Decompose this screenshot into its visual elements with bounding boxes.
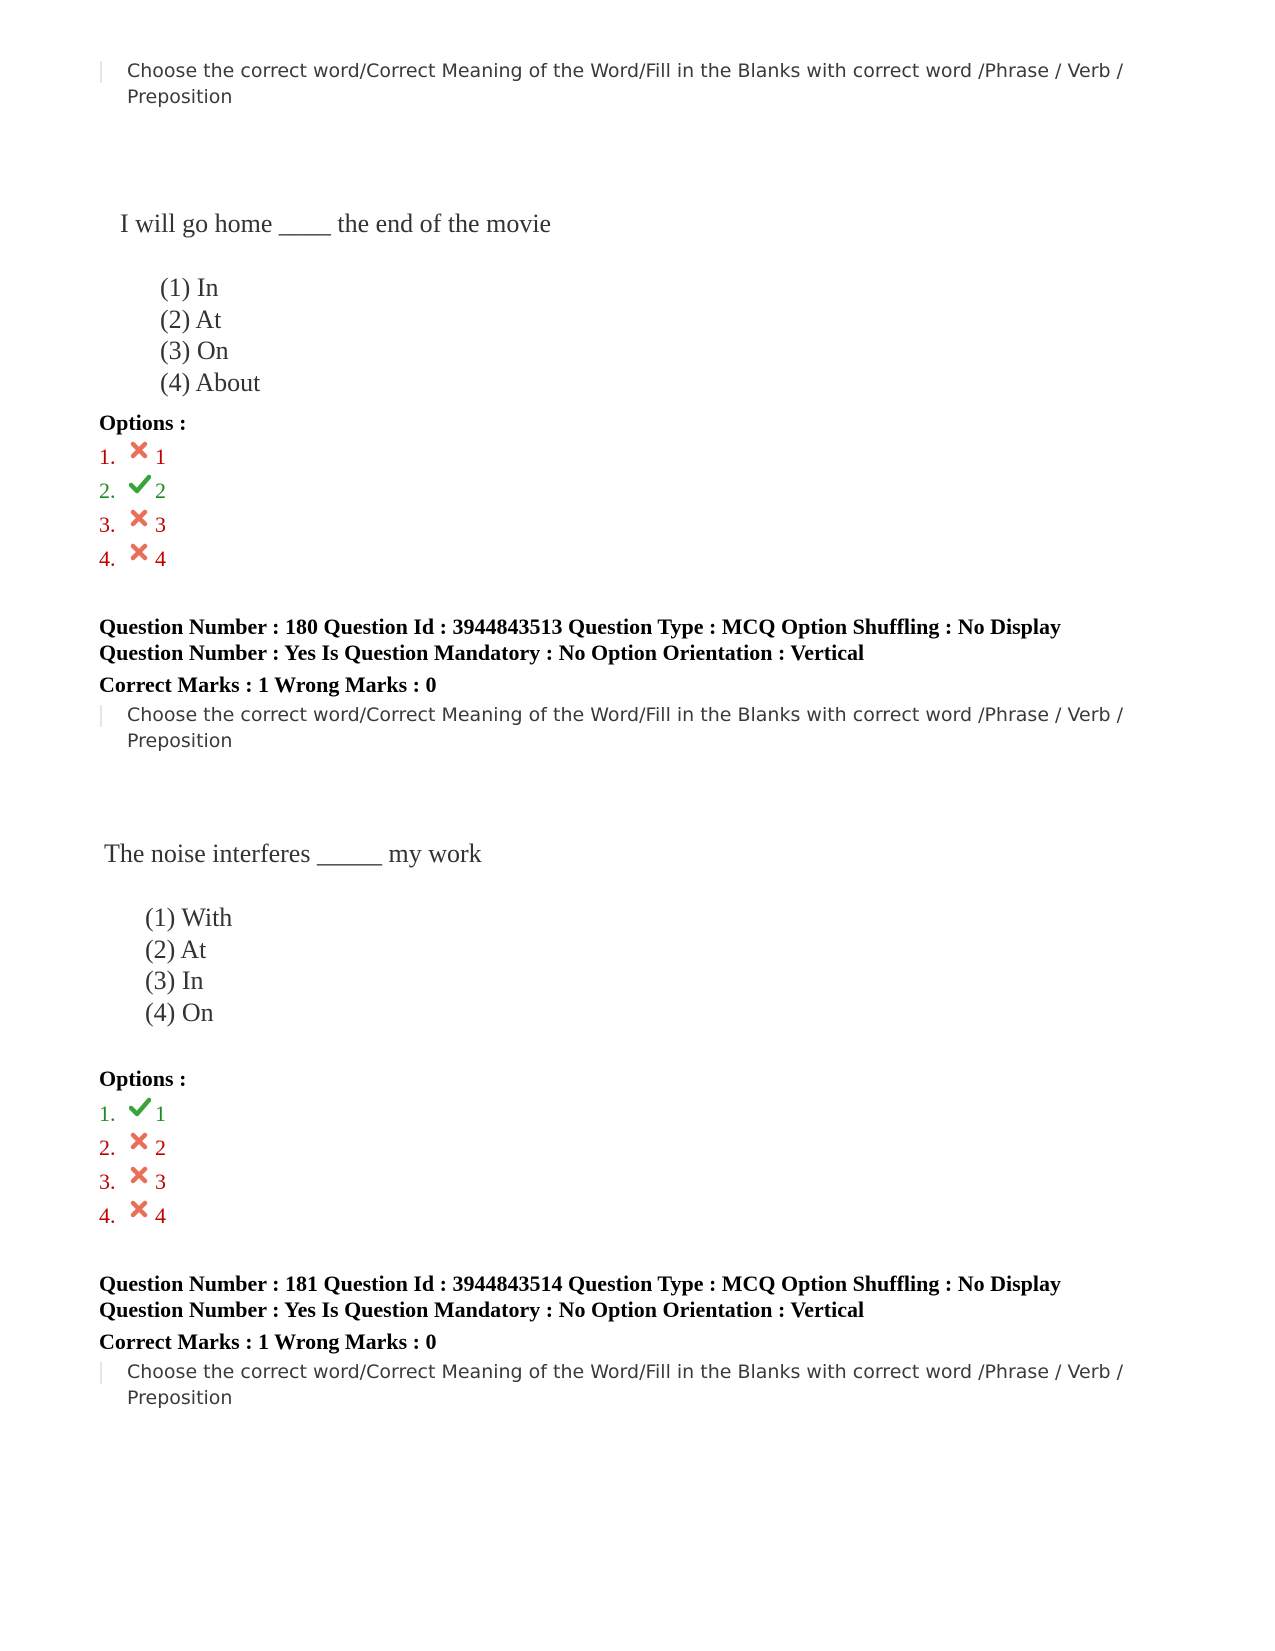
cross-icon (129, 1165, 149, 1187)
cross-icon (129, 1199, 149, 1221)
cross-icon (129, 440, 149, 462)
question-choices (145, 902, 232, 1028)
option-row (99, 1203, 166, 1229)
option-row (99, 1101, 166, 1127)
cross-icon (129, 508, 149, 530)
option-number: 1. (99, 444, 116, 469)
option-value: 1 (155, 1101, 166, 1126)
instruction-marker (100, 1362, 102, 1384)
choice-1: (1) In (160, 273, 219, 302)
question-meta (99, 1271, 1061, 1323)
option-number: 3. (99, 512, 116, 537)
instruction-line-2: Preposition (127, 730, 233, 752)
cross-icon (129, 542, 149, 564)
option-number: 2. (99, 478, 116, 503)
choice-2: (2) At (160, 304, 222, 334)
check-icon (129, 474, 149, 496)
choice-4: (4) On (145, 997, 214, 1027)
question-meta-line-2: Question Number : Yes Is Question Mandatory : No Option Orientation : Vertical (99, 640, 865, 665)
instruction-marker (100, 705, 102, 727)
option-row (99, 1169, 166, 1195)
question-meta-line-2: Question Number : Yes Is Question Mandatory : No Option Orientation : Vertical (99, 1297, 865, 1322)
instruction-line-1: Choose the correct word/Correct Meaning of the Word/Fill in the Blanks with correct word /Phrase / Verb / (127, 1361, 1124, 1383)
question-instruction (127, 702, 1127, 754)
question-marks: Correct Marks : 1 Wrong Marks : 0 (99, 672, 437, 697)
check-icon (129, 1097, 149, 1119)
option-value: 2 (155, 1135, 166, 1160)
option-row (99, 546, 166, 572)
question-meta-line-1: Question Number : 180 Question Id : 3944843513 Question Type : MCQ Option Shuffling : No Display (99, 614, 1062, 639)
question-sentence: The noise interferes _____ my work (104, 839, 482, 868)
option-number: 4. (99, 546, 116, 571)
option-row (99, 444, 166, 470)
option-value: 3 (155, 512, 166, 537)
option-value: 1 (155, 444, 166, 469)
question-marks: Correct Marks : 1 Wrong Marks : 0 (99, 1329, 437, 1354)
option-number: 4. (99, 1203, 116, 1228)
choice-2: (2) At (145, 934, 207, 964)
instruction-marker (100, 61, 102, 83)
question-instruction (127, 58, 1127, 110)
instruction-line-1: Choose the correct word/Correct Meaning of the Word/Fill in the Blanks with correct word /Phrase / Verb / (127, 704, 1124, 726)
option-value: 3 (155, 1169, 166, 1194)
instruction-line-2: Preposition (127, 1387, 233, 1409)
choice-3: (3) On (160, 336, 229, 365)
question-instruction (127, 1359, 1127, 1411)
cross-icon (129, 1131, 149, 1153)
option-row (99, 512, 166, 538)
option-value: 4 (155, 1203, 166, 1228)
instruction-line-1: Choose the correct word/Correct Meaning of the Word/Fill in the Blanks with correct word /Phrase / Verb / (127, 60, 1124, 82)
options-title: Options : (99, 1066, 187, 1091)
choice-1: (1) With (145, 903, 233, 932)
question-meta-line-1: Question Number : 181 Question Id : 3944843514 Question Type : MCQ Option Shuffling : No Display (99, 1271, 1062, 1296)
choice-3: (3) In (145, 966, 204, 995)
choice-4: (4) About (160, 367, 261, 397)
option-number: 1. (99, 1101, 116, 1126)
question-sentence: I will go home ____ the end of the movie (120, 209, 552, 238)
option-value: 2 (155, 478, 166, 503)
question-choices (160, 272, 260, 398)
options-title: Options : (99, 410, 187, 435)
option-row (99, 1135, 166, 1161)
option-number: 3. (99, 1169, 116, 1194)
option-number: 2. (99, 1135, 116, 1160)
option-value: 4 (155, 546, 166, 571)
instruction-line-2: Preposition (127, 86, 233, 108)
question-meta (99, 614, 1061, 666)
option-row (99, 478, 166, 504)
